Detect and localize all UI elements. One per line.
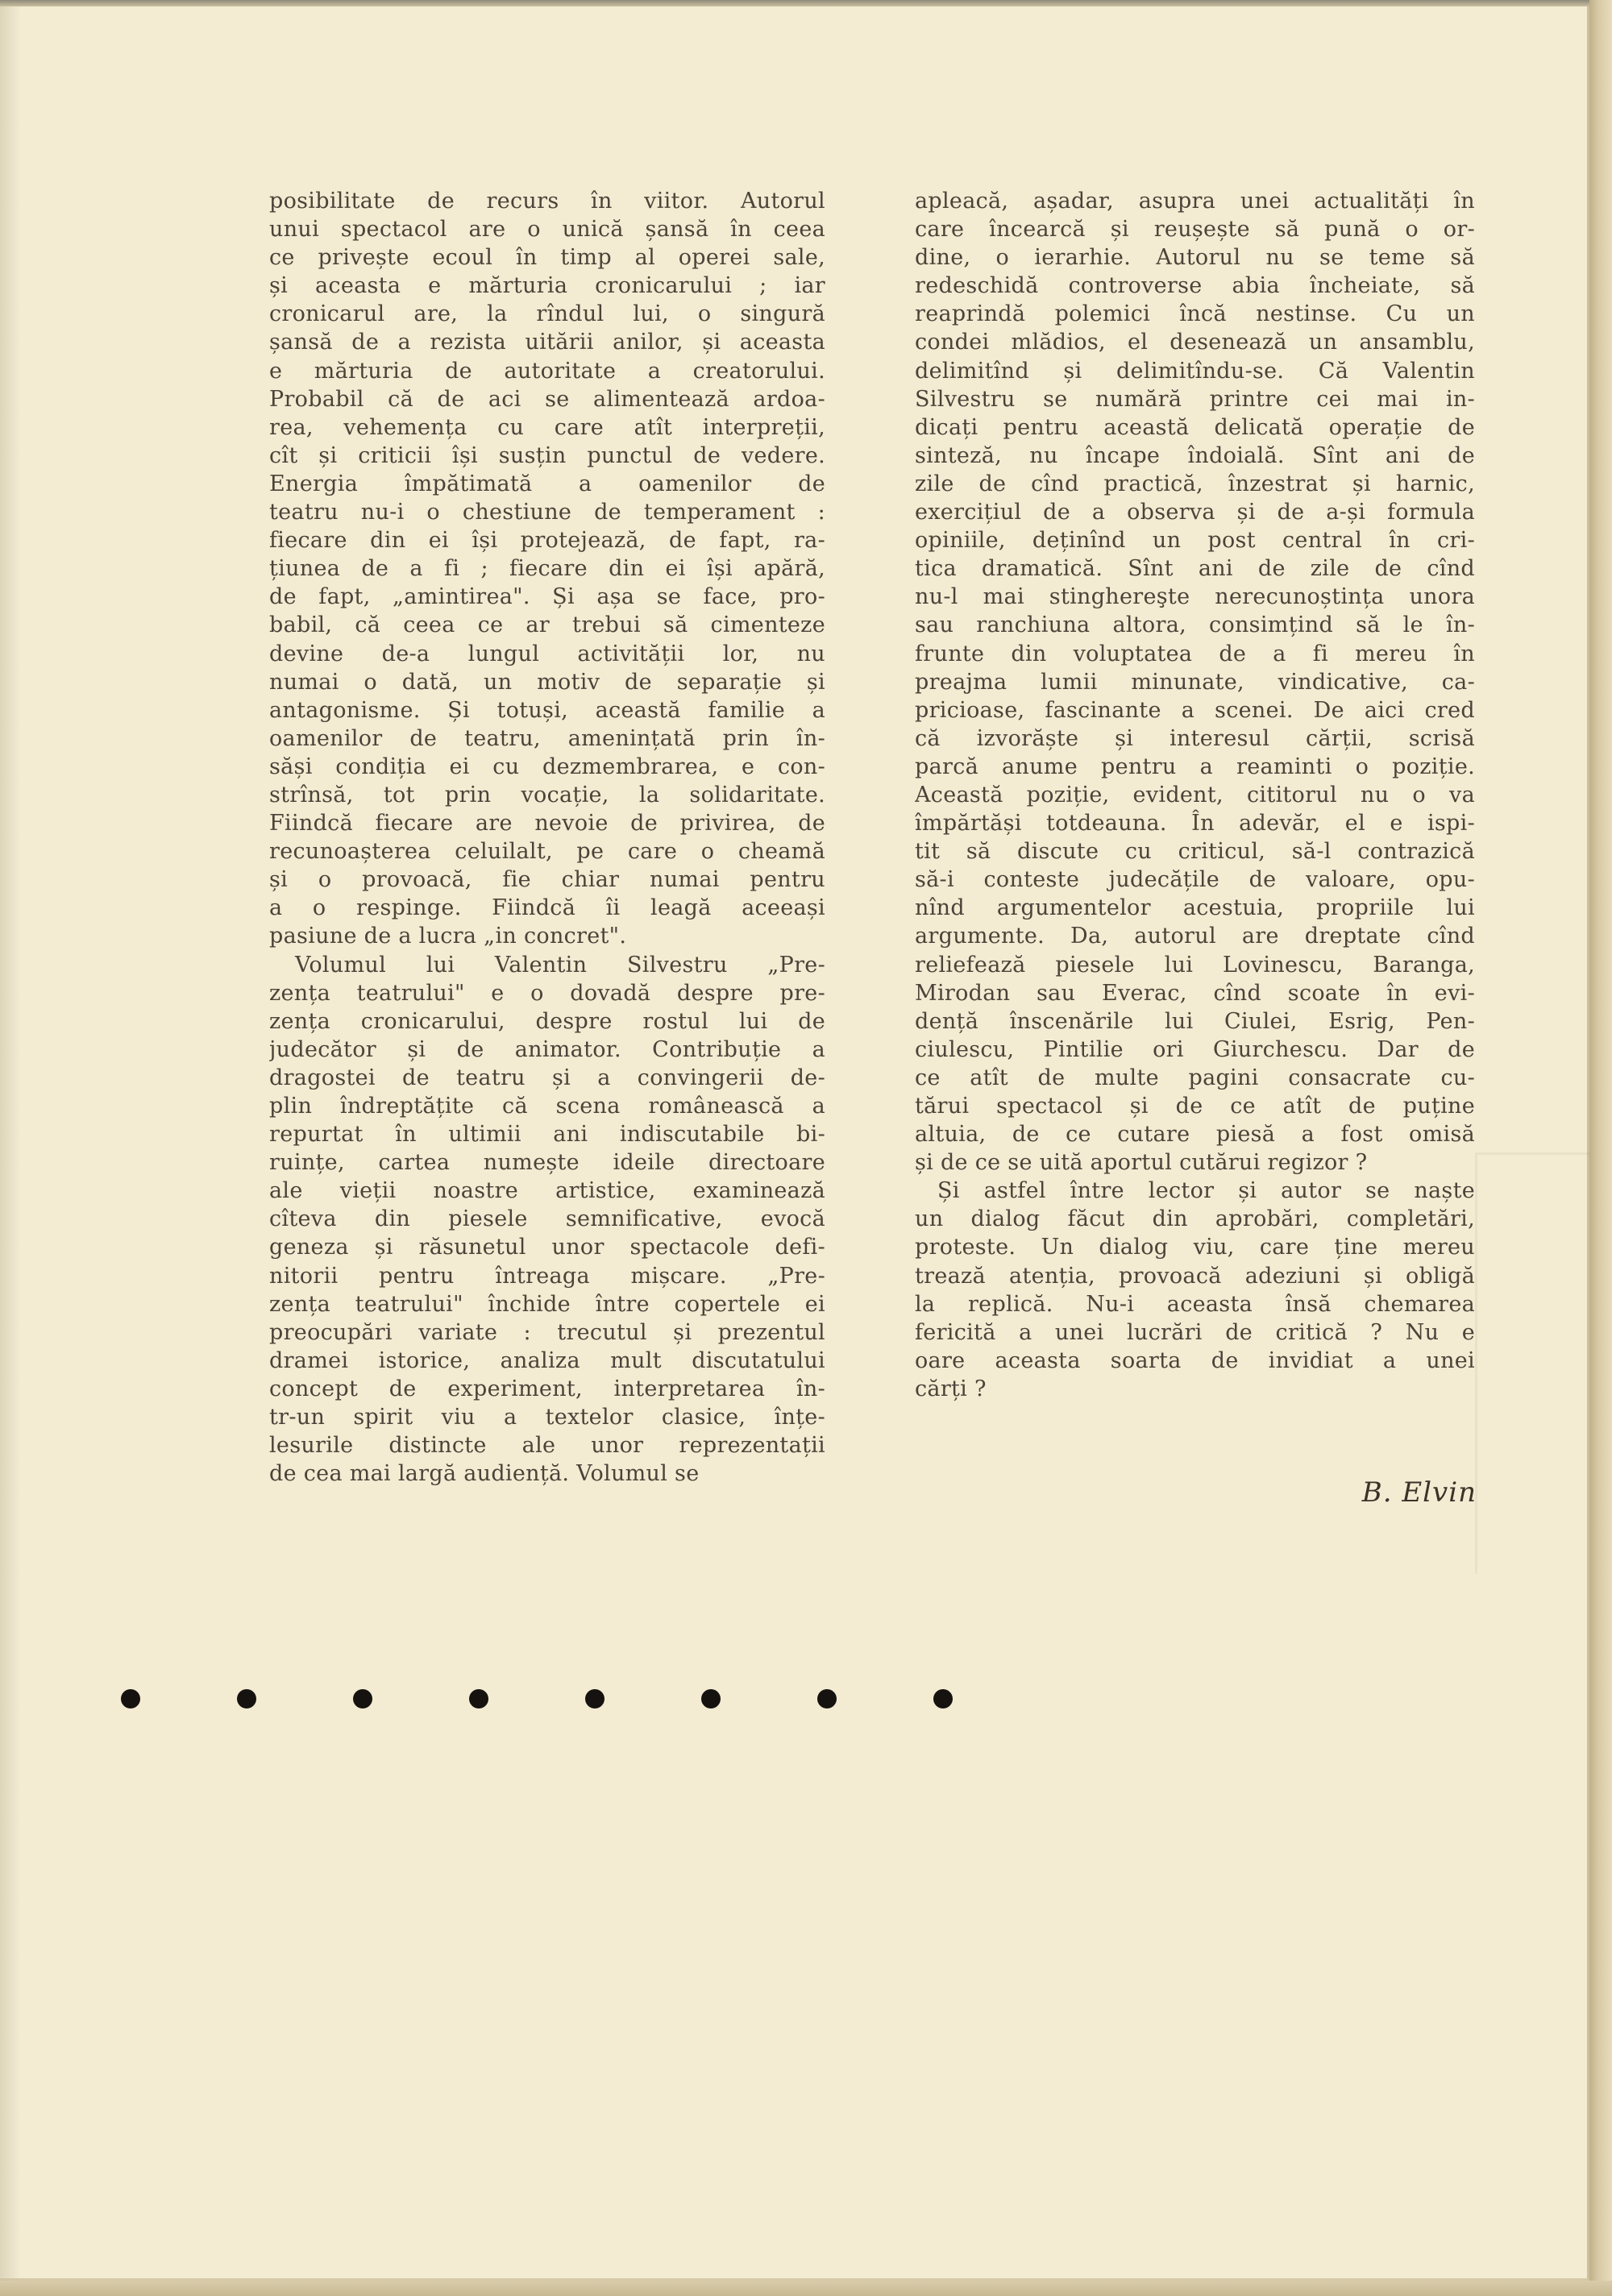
left-column-line: pasiune de a lucra „in concret". xyxy=(269,924,627,949)
left-column-line: ruințe, cartea numește ideile directoare xyxy=(269,1150,825,1176)
right-column-line: reliefează piesele lui Lovinescu, Baranga, xyxy=(915,952,1475,978)
left-column-line: Energia împătimată a oamenilor de xyxy=(269,471,825,496)
right-column-line: exercițiul de a observa și de a-și formula xyxy=(915,500,1475,525)
show-through-text xyxy=(1443,1652,1580,2168)
left-column-line: dragostei de teatru și a convingerii de- xyxy=(269,1065,825,1090)
left-column-line: ale vieții noastre artistice, examinează xyxy=(269,1178,825,1204)
right-column-line: zile de cînd practică, înzestrat și harnic, xyxy=(915,471,1475,496)
left-column-line: a o respinge. Fiindcă îi leagă aceeași xyxy=(269,895,825,921)
left-column-line: zența teatrului" e o dovadă despre pre- xyxy=(269,980,825,1006)
right-column-line: redeschidă controverse abia încheiate, să xyxy=(915,273,1475,299)
left-column-line: e mărturia de autoritate a creatorului. xyxy=(269,358,825,384)
ornament-dot xyxy=(817,1689,837,1709)
left-column-line: de fapt, „amintirea". Și așa se face, pro- xyxy=(269,584,825,610)
left-column-line: Probabil că de aci se alimentează ardoa- xyxy=(269,386,825,412)
left-column-line: cîteva din piesele semnificative, evocă xyxy=(269,1206,825,1232)
left-column-line: dramei istorice, analiza mult discutatului xyxy=(269,1347,825,1373)
right-column-line: parcă anume pentru a reaminti o poziție. xyxy=(915,754,1475,779)
left-text-column xyxy=(269,187,825,1488)
show-through-frame xyxy=(1475,1152,1590,1574)
left-column-line: strînsă, tot prin vocație, la solidaritate. xyxy=(269,782,825,808)
right-column-line: Și astfel între lector și autor se naște xyxy=(937,1178,1475,1204)
left-column-line: babil, că ceea ce ar trebui să cimenteze xyxy=(269,612,825,638)
right-column-line: ciulescu, Pintilie ori Giurchescu. Dar de xyxy=(915,1036,1475,1062)
left-column-line: posibilitate de recurs în viitor. Autorul xyxy=(269,189,825,214)
right-column-line: preajma lumii minunate, vindicative, ca- xyxy=(915,669,1475,695)
left-column-line: judecător și de animator. Contribuție a xyxy=(269,1036,825,1062)
right-column-line: că izvorăște și interesul cărții, scrisă xyxy=(915,725,1475,751)
right-column-line: pricioase, fascinante a scenei. De aici cred xyxy=(915,697,1475,723)
right-column-line: un dialog făcut din aprobări, completări, xyxy=(915,1206,1475,1232)
left-column-line: Fiindcă fiecare are nevoie de privirea, de xyxy=(269,811,825,837)
left-column-line: țiunea de a fi ; fiecare din ei își apără, xyxy=(269,556,825,582)
right-column-line: dicați pentru această delicată operație de xyxy=(915,414,1475,440)
right-column-line: nînd argumentelor acestuia, propriile lui xyxy=(915,895,1475,921)
left-column-line: și o provoacă, fie chiar numai pentru xyxy=(269,867,825,893)
left-column-line: repurtat în ultimii ani indiscutabile bi- xyxy=(269,1122,825,1148)
right-column-line: tica dramatică. Sînt ani de zile de cînd xyxy=(915,556,1475,582)
left-column-line: preocupări variate : trecutul și prezentul xyxy=(269,1319,825,1345)
left-column-line: șansă de a rezista uitării anilor, și aceasta xyxy=(269,330,825,355)
top-edge xyxy=(0,0,1612,6)
ornament-dot xyxy=(237,1689,256,1709)
right-column-line: împărtăși totdeauna. În adevăr, el e ispi- xyxy=(915,811,1475,837)
left-column-line: geneza și răsunetul unor spectacole defi- xyxy=(269,1235,825,1260)
left-column-line: teatru nu-i o chestiune de temperament : xyxy=(269,500,825,525)
right-column-line: oare aceasta soarta de invidiat a unei xyxy=(915,1347,1475,1373)
right-column-line: tărui spectacol și de ce atît de puține xyxy=(915,1094,1475,1119)
ornament-dot xyxy=(353,1689,372,1709)
right-column-line: opiniile, deținînd un post central în cri- xyxy=(915,528,1475,554)
left-column-line: ce privește ecoul în timp al operei sale, xyxy=(269,245,825,271)
right-column-line: dine, o ierarhie. Autorul nu se teme să xyxy=(915,245,1475,271)
left-column-line: săși condiția ei cu dezmembrarea, e con- xyxy=(269,754,825,779)
right-column-line: ce atît de multe pagini consacrate cu- xyxy=(915,1065,1475,1090)
ornament-dot xyxy=(121,1689,140,1709)
left-column-line: tr-un spirit viu a textelor clasice, înțe- xyxy=(269,1405,825,1430)
right-column-line: proteste. Un dialog viu, care ține mereu xyxy=(915,1235,1475,1260)
left-column-line: fiecare din ei își protejează, de fapt, ra- xyxy=(269,528,825,554)
left-column-line: cît și criticii își susțin punctul de vedere. xyxy=(269,442,825,468)
ornament-dot xyxy=(585,1689,604,1709)
page-gutter-shade xyxy=(0,0,21,2281)
right-text-column xyxy=(915,187,1475,1403)
right-column-line: argumente. Da, autorul are dreptate cînd xyxy=(915,924,1475,949)
ornament-dot xyxy=(701,1689,721,1709)
right-column-line: Mirodan sau Everac, cînd scoate în evi- xyxy=(915,980,1475,1006)
right-column-line: condei mlădios, el desenează un ansamblu, xyxy=(915,330,1475,355)
left-column-line: oamenilor de teatru, amenințată prin în- xyxy=(269,725,825,751)
right-column-line: apleacă, așadar, asupra unei actualități în xyxy=(915,189,1475,214)
right-column-line: cărți ? xyxy=(915,1376,987,1401)
left-column-line: devine de-a lungul activității lor, nu xyxy=(269,641,825,666)
book-edge-right xyxy=(1589,0,1612,2296)
right-column-line: delimitînd și delimitîndu-se. Că Valentin xyxy=(915,358,1475,384)
ornament-dot xyxy=(933,1689,953,1709)
ornament-dot xyxy=(469,1689,488,1709)
right-column-line: Această poziție, evident, cititorul nu o va xyxy=(915,782,1475,808)
book-edge-bottom xyxy=(0,2281,1612,2296)
left-column-line: recunoașterea celuilalt, pe care o cheamă xyxy=(269,839,825,865)
right-column-line: nu-l mai stinghereşte nerecunoștința unora xyxy=(915,584,1475,610)
right-column-line: la replică. Nu-i aceasta însă chemarea xyxy=(915,1291,1475,1317)
author-signature: B. Elvin xyxy=(1361,1476,1477,1509)
right-column-line: frunte din voluptatea de a fi mereu în xyxy=(915,641,1475,666)
right-column-line: tit să discute cu criticul, să-l contrazică xyxy=(915,839,1475,865)
dot-ornament xyxy=(121,1689,959,1713)
right-column-line: reaprindă polemici încă nestinse. Cu un xyxy=(915,301,1475,327)
right-column-line: fericită a unei lucrări de critică ? Nu e xyxy=(915,1319,1475,1345)
right-column-line: sau ranchiuna altora, consimțind să le în- xyxy=(915,612,1475,638)
left-column-line: zența cronicarului, despre rostul lui de xyxy=(269,1008,825,1034)
left-column-line: rea, vehemența cu care atît interpreții, xyxy=(269,414,825,440)
left-column-line: antagonisme. Și totuși, această familie a xyxy=(269,697,825,723)
right-column-line: trează atenția, provoacă adeziuni și obligă xyxy=(915,1263,1475,1289)
left-column-line: zența teatrului" închide între copertele ei xyxy=(269,1291,825,1317)
left-column-line: plin îndreptățite că scena românească a xyxy=(269,1094,825,1119)
right-column-line: altuia, de ce cutare piesă a fost omisă xyxy=(915,1122,1475,1148)
left-column-line: numai o dată, un motiv de separație și xyxy=(269,669,825,695)
left-column-line: lesurile distincte ale unor reprezentații xyxy=(269,1433,825,1459)
right-column-line: sinteză, nu încape îndoială. Sînt ani de xyxy=(915,442,1475,468)
right-column-line: Silvestru se numără printre cei mai in- xyxy=(915,386,1475,412)
left-column-line: nitorii pentru întreaga mișcare. „Pre- xyxy=(269,1263,825,1289)
left-column-line: cronicarul are, la rîndul lui, o singură xyxy=(269,301,825,327)
left-column-line: Volumul lui Valentin Silvestru „Pre- xyxy=(295,952,825,978)
left-column-line: și aceasta e mărturia cronicarului ; iar xyxy=(269,273,825,299)
right-column-line: dență înscenările lui Ciulei, Esrig, Pen- xyxy=(915,1008,1475,1034)
left-column-line: de cea mai largă audiență. Volumul se xyxy=(269,1461,700,1487)
left-column-line: unui spectacol are o unică șansă în ceea xyxy=(269,217,825,243)
right-column-line: și de ce se uită aportul cutărui regizor ? xyxy=(915,1150,1368,1176)
left-column-line: concept de experiment, interpretarea în- xyxy=(269,1376,825,1401)
right-column-line: care încearcă și reușește să pună o or- xyxy=(915,217,1475,243)
right-column-line: să-i conteste judecățile de valoare, opu- xyxy=(915,867,1475,893)
